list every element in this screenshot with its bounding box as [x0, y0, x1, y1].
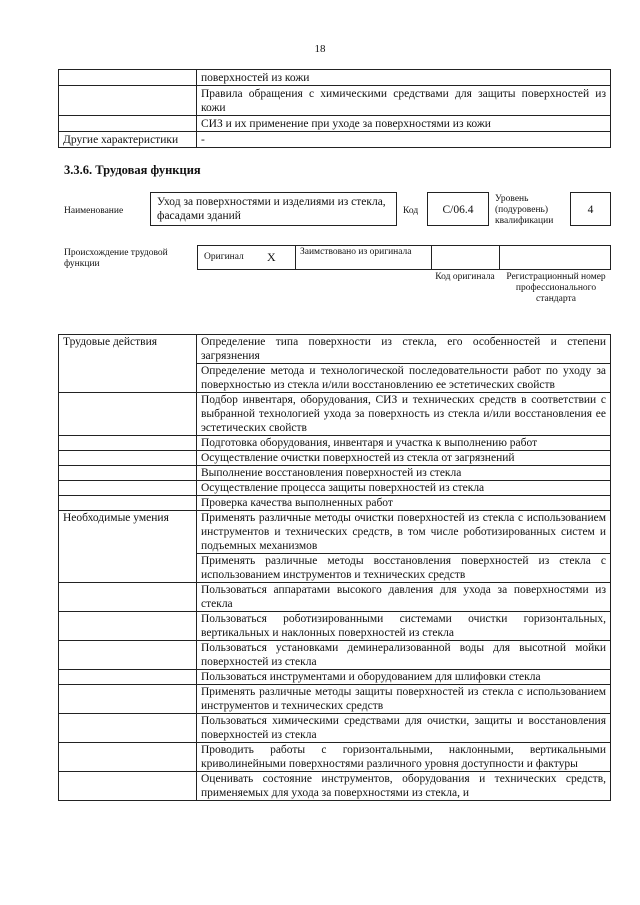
table-cell: Пользоваться установками деминерализованной воды для высотной мойки поверхностей из стекла — [197, 641, 611, 670]
code-caption: Код оригинала — [435, 272, 495, 282]
table-row — [59, 116, 611, 132]
table-cell: Пользоваться инструментами и оборудованием для шлифовки стекла — [197, 670, 611, 685]
top-table — [58, 69, 611, 148]
code-label: Код — [403, 206, 419, 216]
table-cell: СИЗ и их применение при уходе за поверхностями из кожи — [197, 116, 611, 132]
level-label: Уровень (подуровень) квалификации — [495, 194, 554, 226]
table-cell: Пользоваться роботизированными системами очистки горизонтальных, вертикальных и наклонных поверхностей из стекла — [197, 612, 611, 641]
section-title: 3.3.6. Трудовая функция — [64, 163, 201, 177]
table-cell: Определение метода и технологической последовательности работ по уходу за поверхностью из стекла и/или восстановлению ее эстетических свойств — [197, 364, 611, 393]
table-cell: Подготовка оборудования, инвентаря и участка к выполнению работ — [197, 436, 611, 451]
labor-actions-label: Трудовые действия — [59, 335, 197, 364]
table-cell: поверхностей из кожи — [197, 70, 611, 86]
name-label: Наименование — [64, 206, 124, 216]
table-cell: Применять различные методы очистки поверхностей из стекла с использованием инструментов и технических средств, в том числе роботизированных систем и подъемных механизмов — [197, 511, 611, 554]
table-row — [59, 451, 611, 466]
level-value: 4 — [570, 192, 611, 226]
table-cell: Правила обращения с химическими средствами для защиты поверхностей из кожи — [197, 86, 611, 116]
original-label: Оригинал — [204, 252, 244, 262]
skills-label: Необходимые умения — [59, 511, 197, 554]
table-cell: Определение типа поверхности из стекла, его особенностей и степени загрязнения — [197, 335, 611, 364]
table-row — [59, 554, 611, 583]
table-cell: Осуществление очистки поверхностей из стекла от загрязнений — [197, 451, 611, 466]
page-number: 18 — [314, 43, 326, 55]
borrowed-label: Заимствовано из оригинала — [300, 247, 412, 257]
table-row — [59, 436, 611, 451]
origin-label: Происхождение трудовой функции — [64, 248, 168, 269]
table-row — [59, 364, 611, 393]
table-cell: Применять различные методы защиты поверхностей из стекла с использованием инструментов и технических средств — [197, 685, 611, 714]
table-cell: Проверка качества выполненных работ — [197, 496, 611, 511]
code-value: С/06.4 — [427, 192, 489, 226]
table-row — [59, 393, 611, 436]
table-row — [59, 496, 611, 511]
table-row — [59, 466, 611, 481]
table-cell: - — [197, 132, 611, 148]
main-table — [58, 334, 611, 801]
table-cell: Осуществление процесса защиты поверхностей из стекла — [197, 481, 611, 496]
table-row — [59, 772, 611, 801]
table-row — [59, 511, 611, 554]
table-row — [59, 670, 611, 685]
table-row — [59, 70, 611, 86]
table-row — [59, 612, 611, 641]
table-cell: Проводить работы с горизонтальными, наклонными, вертикальными криволинейными поверхностями различного уровня доступности и фактуры — [197, 743, 611, 772]
original-mark: X — [267, 250, 276, 264]
table-cell: Применять различные методы восстановления поверхностей из стекла с использованием инструментов и технических средств — [197, 554, 611, 583]
table-row — [59, 685, 611, 714]
table-row — [59, 86, 611, 116]
origin-table — [197, 245, 611, 270]
table-cell: Другие характеристики — [59, 132, 197, 148]
table-row — [59, 132, 611, 148]
table-cell: Подбор инвентаря, оборудования, СИЗ и технических средств в соответствии с выбранной технологией ухода за поверхность из стекла и/или восстановления ее эстетических свойств — [197, 393, 611, 436]
table-row — [59, 743, 611, 772]
table-row — [59, 335, 611, 364]
name-value: Уход за поверхностями и изделиями из стекла, фасадами зданий — [150, 192, 397, 226]
table-cell: Пользоваться химическими средствами для очистки, защиты и восстановления поверхностей из стекла — [197, 714, 611, 743]
table-row — [59, 641, 611, 670]
table-row — [59, 583, 611, 612]
reg-caption: Регистрационный номер профессионального стандарта — [506, 272, 606, 304]
table-row — [59, 714, 611, 743]
table-cell: Оценивать состояние инструментов, оборудования и технических средств, применяемых для ухода за поверхностями из стекла, и — [197, 772, 611, 801]
table-cell: Пользоваться аппаратами высокого давления для ухода за поверхностями из стекла — [197, 583, 611, 612]
table-row — [59, 481, 611, 496]
table-cell: Выполнение восстановления поверхностей из стекла — [197, 466, 611, 481]
